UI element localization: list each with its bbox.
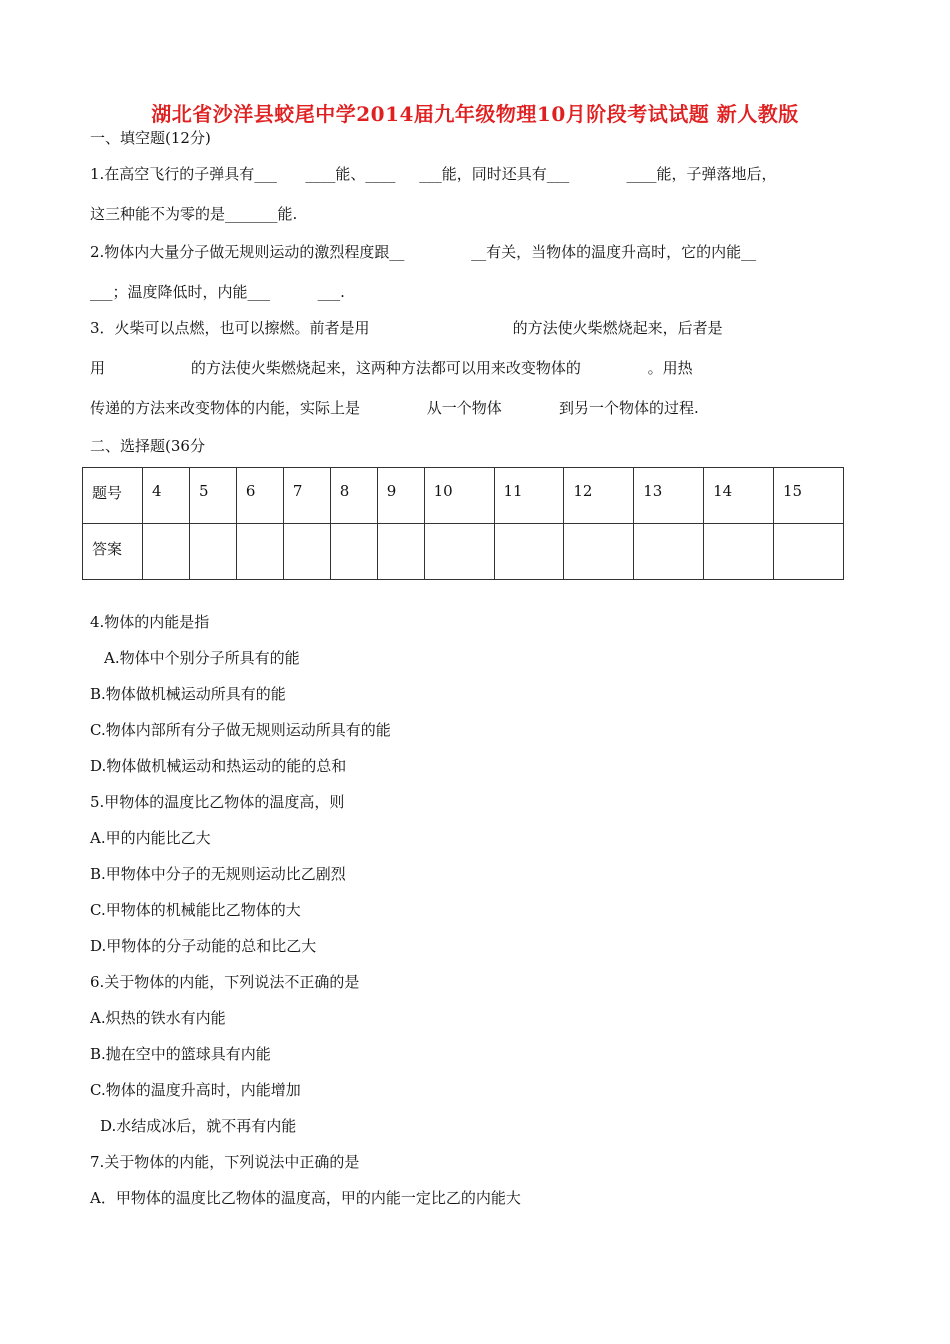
table-cell-number: 8 [330,468,377,524]
question-3-line-3: 传递的方法来改变物体的内能，实际上是 从一个物体 到另一个物体的过程. [90,399,699,417]
question-4-option-b: B.物体做机械运动所具有的能 [90,685,286,703]
table-cell-number: 11 [494,468,564,524]
table-cell-number: 5 [189,468,236,524]
question-7-option-a: A．甲物体的温度比乙物体的温度高，甲的内能一定比乙的内能大 [90,1189,521,1207]
table-cell-number: 15 [774,468,844,524]
answer-cell[interactable] [189,524,236,580]
question-6-option-d: D.水结成冰后，就不再有内能 [100,1117,297,1135]
question-4-option-d: D.物体做机械运动和热运动的能的总和 [90,757,347,775]
question-6-stem: 6.关于物体的内能，下列说法不正确的是 [90,973,360,991]
answer-cell[interactable] [424,524,494,580]
answer-cell[interactable] [494,524,564,580]
question-5-option-d: D.甲物体的分子动能的总和比乙大 [90,937,317,955]
table-cell-number: 6 [236,468,283,524]
table-cell-number: 10 [424,468,494,524]
question-4-option-c: C.物体内部所有分子做无规则运动所具有的能 [90,721,391,739]
question-5-stem: 5.甲物体的温度比乙物体的温度高，则 [90,793,345,811]
answer-cell[interactable] [704,524,774,580]
answer-table [82,467,844,580]
table-cell-number: 9 [377,468,424,524]
section-heading-choice: 二、选择题(36分 [90,437,205,455]
question-6-option-b: B.抛在空中的篮球具有内能 [90,1045,271,1063]
question-6-option-c: C.物体的温度升高时，内能增加 [90,1081,301,1099]
question-3-line-2: 用 的方法使火柴燃烧起来，这两种方法都可以用来改变物体的 。用热 [90,359,693,377]
table-cell-number: 4 [143,468,190,524]
table-row-numbers [83,468,844,524]
question-2-line-1: 2.物体内大量分子做无规则运动的激烈程度跟__ __有关，当物体的温度升高时，它的内能__ [90,243,757,261]
table-cell-number: 7 [283,468,330,524]
table-header-number: 题号 [83,468,143,524]
question-4-stem: 4.物体的内能是指 [90,613,210,631]
question-2-line-2: ___；温度降低时，内能___ ___. [90,283,345,301]
section-heading-fill-in: 一、填空题(12分) [90,129,211,147]
answer-cell[interactable] [283,524,330,580]
page-title: 湖北省沙洋县蛟尾中学2014届九年级物理10月阶段考试试题 新人教版 [151,102,799,126]
table-cell-number: 13 [634,468,704,524]
question-6-option-a: A.炽热的铁水有内能 [90,1009,226,1027]
question-4-option-a: A.物体中个别分子所具有的能 [104,649,300,667]
answer-cell[interactable] [330,524,377,580]
table-header-answer: 答案 [83,524,143,580]
question-7-stem: 7.关于物体的内能，下列说法中正确的是 [90,1153,360,1171]
answer-cell[interactable] [634,524,704,580]
table-cell-number: 12 [564,468,634,524]
question-3-line-1: 3．火柴可以点燃，也可以擦燃。前者是用 的方法使火柴燃烧起来，后者是 [90,319,723,337]
table-cell-number: 14 [704,468,774,524]
answer-cell[interactable] [143,524,190,580]
answer-cell[interactable] [377,524,424,580]
question-5-option-c: C.甲物体的机械能比乙物体的大 [90,901,301,919]
question-5-option-a: A.甲的内能比乙大 [90,829,211,847]
question-5-option-b: B.甲物体中分子的无规则运动比乙剧烈 [90,865,346,883]
answer-cell[interactable] [774,524,844,580]
answer-cell[interactable] [564,524,634,580]
question-1-line-2: 这三种能不为零的是_______能. [90,205,298,223]
answer-cell[interactable] [236,524,283,580]
question-1-line-1: 1.在高空飞行的子弹具有___ ____能、____ ___能，同时还具有___ ____能，子弹落地后， [90,165,777,183]
table-row-answers [83,524,844,580]
